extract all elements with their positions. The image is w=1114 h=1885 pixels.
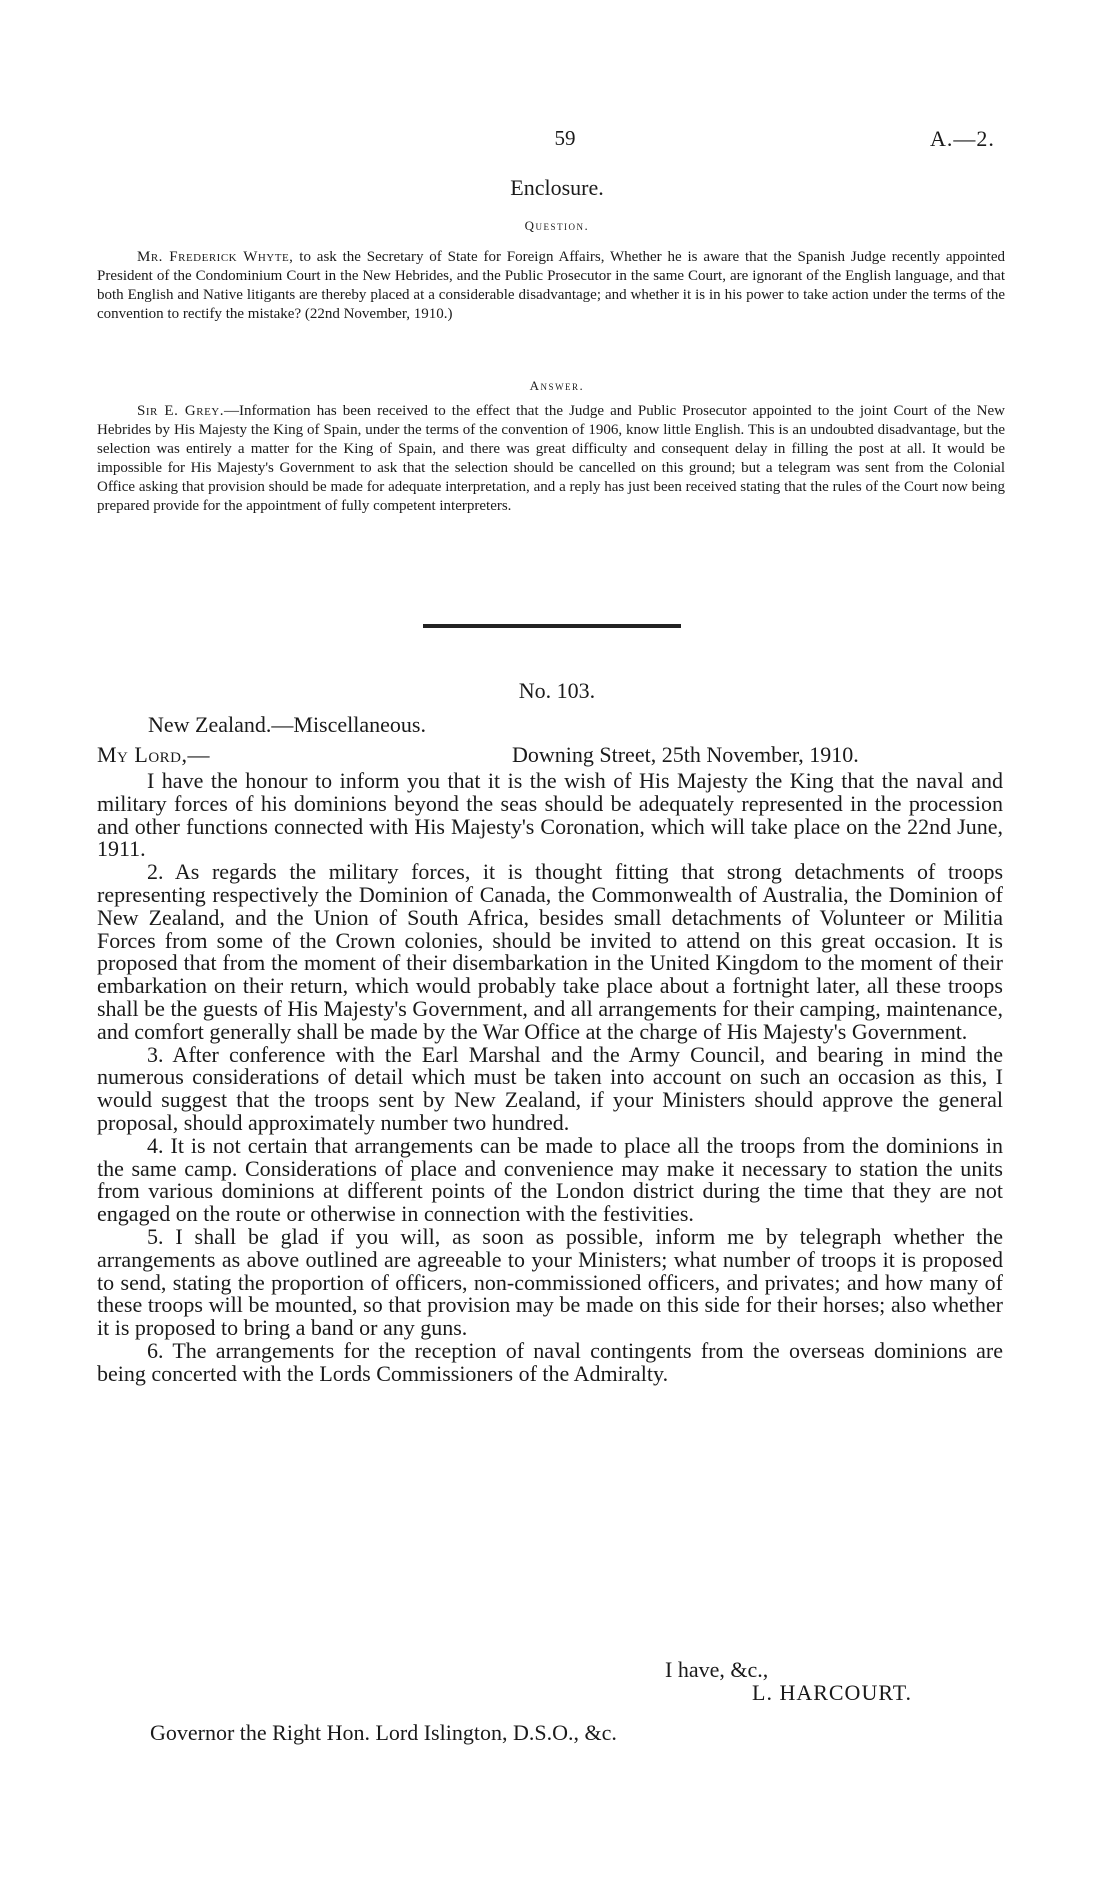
- question-heading: Question.: [524, 218, 590, 233]
- letter-body: [97, 770, 1003, 1386]
- salutation: My Lord,—: [97, 742, 211, 767]
- letter-paragraph-4: 4. It is not certain that arrangements can be made to place all the troops from the dominions in the same camp. Considerations of place and convenience may make it necessary to station the units from various dominions at different points of the London district during the time that they are not engaged on the route or otherwise in connection with the festivities.: [97, 1132, 1003, 1227]
- section-divider: [423, 624, 681, 628]
- question-text: to ask the Secretary of State for Foreign Affairs, Whether he is aware that the Spanish Judge recently appointed President of the Condominium Court in the New Hebrides, and the Public Prosecutor in the same Court, are ignorant of the English language, and that both English and Native litigants are thereby placed at a considerable disadvantage; and whether it is in his power to take action under the terms of the convention to rectify the mistake? (22nd November, 1910.): [97, 249, 1005, 322]
- signature: L. HARCOURT.: [752, 1680, 912, 1705]
- question-paragraph: [97, 248, 1005, 324]
- letter-paragraph-1: I have the honour to inform you that it is the wish of His Majesty the King that the naval and military forces of his dominions beyond the seas should be adequately represented in the procession and other functions connected with His Majesty's Coronation, which will take place on the 22nd June, 1911.: [97, 768, 1003, 862]
- page-number: 59: [554, 126, 576, 150]
- answer-speaker: Sir E. Grey.: [137, 403, 224, 419]
- answer-text: —Information has been received to the effect that the Judge and Public Prosecutor appointed to the joint Court of the New Hebrides by His Majesty the King of Spain, under the terms of the convention of 1906, know little English. This is an undoubted disadvantage, but the selection was entirely a matter for the King of Spain, and there was great difficulty and consequent delay in filling the post at all. It would be impossible for His Majesty's Government to ask that the selection should be cancelled on this ground; but a telegram was sent from the Colonial Office asking that provision should be made for adequate interpretation, and a reply has just been received stating that the rules of the Court now being prepared provide for the appointment of fully competent interpreters.: [97, 403, 1005, 514]
- question-speaker: Mr. Frederick Whyte,: [137, 249, 294, 265]
- letter-paragraph-3: 3. After conference with the Earl Marshal and the Army Council, and bearing in mind the numerous considerations of detail which must be taken into account on such an occasion as this, I would suggest that the troops sent by New Zealand, if your Ministers should approve the general proposal, should approximately number two hundred.: [97, 1041, 1003, 1135]
- document-category: New Zealand.—Miscellaneous.: [148, 712, 426, 737]
- letter-paragraph-5: 5. I shall be glad if you will, as soon as possible, inform me by telegraph whether the arrangements as above outlined are agreeable to your Ministers; what number of troops it is proposed to send, stating the proportion of officers, non-commissioned officers, and privates; and how many of these troops will be mounted, so that provision may be made on this side for their horses; also whether it is proposed to bring a band or any guns.: [97, 1223, 1003, 1341]
- answer-paragraph: [97, 402, 1005, 516]
- answer-heading: Answer.: [529, 378, 585, 393]
- dateline: Downing Street, 25th November, 1910.: [512, 742, 859, 767]
- addressee: Governor the Right Hon. Lord Islington, D.S.O., &c.: [150, 1720, 617, 1745]
- enclosure-title: Enclosure.: [510, 175, 604, 200]
- document-number: No. 103.: [518, 678, 596, 703]
- letter-paragraph-6: 6. The arrangements for the reception of naval contingents from the overseas dominions are being concerted with the Lords Commissioners of the Admiralty.: [97, 1337, 1003, 1386]
- page-reference: A.—2.: [930, 126, 995, 151]
- letter-paragraph-2: 2. As regards the military forces, it is thought fitting that strong detachments of troops representing respectively the Dominion of Canada, the Commonwealth of Australia, the Dominion of New Zealand, and the Union of South Africa, besides small detachments of Volunteer or Militia Forces from some of the Crown colonies, should be invited to attend on this great occasion. It is proposed that from the moment of their disembarkation in the United Kingdom to the moment of their embarkation on their return, which would probably take place about a fortnight later, all these troops shall be the guests of His Majesty's Government, and all arrangements for their camping, maintenance, and comfort generally shall be made by the War Office at the charge of His Majesty's Government.: [97, 859, 1003, 1044]
- sign-off: I have, &c.,: [665, 1657, 769, 1682]
